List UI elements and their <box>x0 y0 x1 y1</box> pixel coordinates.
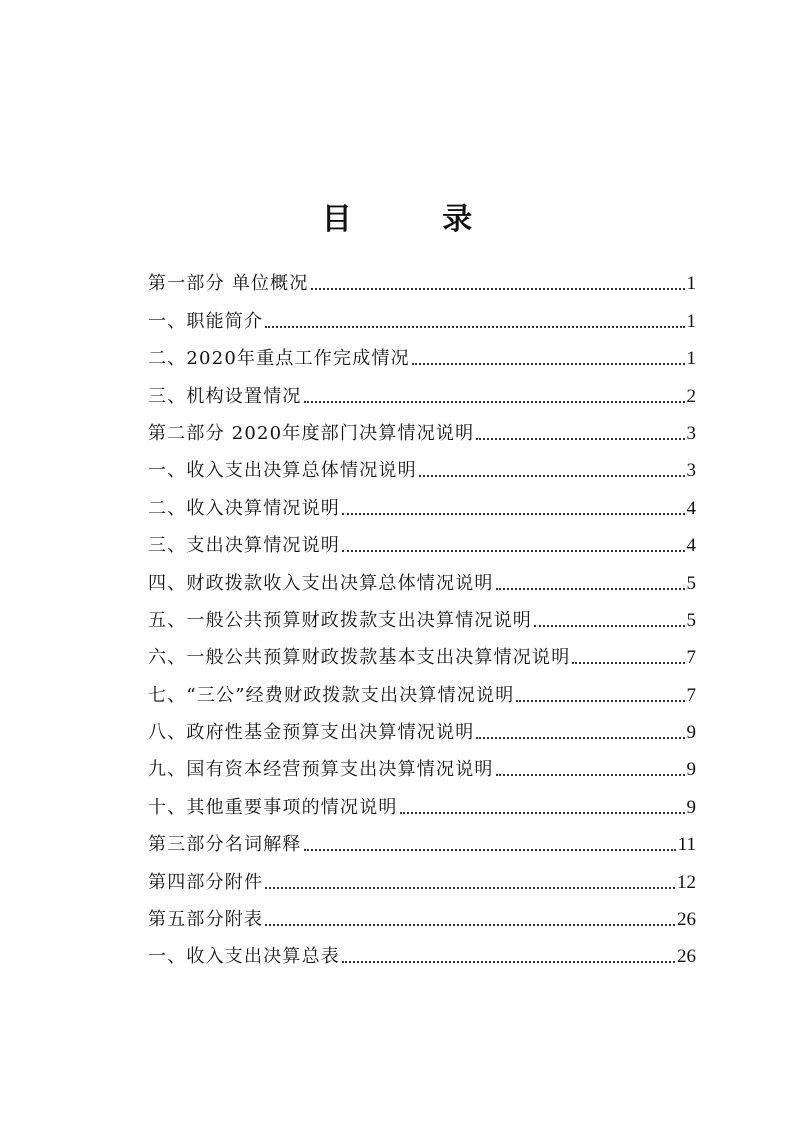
toc-entry[interactable] <box>148 301 696 338</box>
toc-entry-label: 第一部分 单位概况 <box>148 273 309 295</box>
toc-entry-label: 八、政府性基金预算支出决算情况说明 <box>148 722 475 744</box>
toc-leader <box>265 326 684 328</box>
toc-entry-page: 1 <box>686 348 696 370</box>
toc-entry-page: 11 <box>677 834 696 856</box>
toc-entry-label: 二、2020年重点工作完成情况 <box>148 348 410 370</box>
toc-entry-label: 第三部分名词解释 <box>148 834 302 856</box>
toc-leader <box>419 475 685 477</box>
toc-entry-page: 9 <box>686 796 696 818</box>
toc-entry-label: 第二部分 2020年度部门决算情况说明 <box>148 422 475 444</box>
toc-entry-page: 12 <box>677 871 696 893</box>
toc-leader <box>476 438 684 440</box>
toc-entry-page: 1 <box>686 310 696 332</box>
toc-entry-page: 1 <box>686 273 696 295</box>
toc-entry-label: 三、机构设置情况 <box>148 385 302 407</box>
toc-leader <box>265 887 675 889</box>
toc-leader <box>572 662 684 664</box>
toc-leader <box>342 961 675 963</box>
toc-entry[interactable] <box>148 713 696 750</box>
toc-entry[interactable] <box>148 414 696 451</box>
toc-entry[interactable] <box>148 638 696 675</box>
toc-leader <box>412 363 685 365</box>
toc-leader <box>476 737 684 739</box>
toc-entry-label: 一、收入支出决算总体情况说明 <box>148 460 417 482</box>
toc-leader <box>534 625 685 627</box>
toc-entry-label: 四、财政拨款收入支出决算总体情况说明 <box>148 572 494 594</box>
toc-entry-page: 26 <box>677 909 696 931</box>
toc-entry-page: 5 <box>686 572 696 594</box>
toc-entry[interactable] <box>148 787 696 824</box>
toc-entry-page: 7 <box>686 647 696 669</box>
toc-entry-page: 7 <box>686 684 696 706</box>
toc-entry-page: 9 <box>686 722 696 744</box>
toc-leader <box>342 513 685 515</box>
toc-leader <box>265 924 675 926</box>
toc-entry-label: 五、一般公共预算财政拨款支出决算情况说明 <box>148 609 532 631</box>
toc-entry[interactable] <box>148 376 696 413</box>
toc-leader <box>516 700 684 702</box>
toc-entry[interactable] <box>148 563 696 600</box>
toc-entry[interactable] <box>148 488 696 525</box>
toc-leader <box>342 550 685 552</box>
toc-entry-label: 二、收入决算情况说明 <box>148 497 340 519</box>
toc-entry-page: 26 <box>677 946 696 968</box>
toc-entry[interactable] <box>148 526 696 563</box>
toc-entry[interactable] <box>148 601 696 638</box>
toc-entry-label: 三、支出决算情况说明 <box>148 535 340 557</box>
toc-entry-label: 一、职能简介 <box>148 310 264 332</box>
toc-entry-page: 3 <box>686 422 696 444</box>
toc-entry[interactable] <box>148 451 696 488</box>
toc-entry-label: 第五部分附表 <box>148 909 264 931</box>
toc-entry-label: 第四部分附件 <box>148 871 264 893</box>
toc-entry-label: 九、国有资本经营预算支出决算情况说明 <box>148 759 494 781</box>
toc-entry[interactable] <box>148 937 696 974</box>
toc-entry-page: 9 <box>686 759 696 781</box>
toc-leader <box>400 812 685 814</box>
toc-entry[interactable] <box>148 825 696 862</box>
toc-entry-label: 六、一般公共预算财政拨款基本支出决算情况说明 <box>148 647 571 669</box>
toc-entry-page: 4 <box>686 535 696 557</box>
toc-entry[interactable] <box>148 339 696 376</box>
toc-leader <box>311 288 685 290</box>
toc-entry-page: 3 <box>686 460 696 482</box>
toc-leader <box>496 774 685 776</box>
toc-entry-label: 一、收入支出决算总表 <box>148 946 340 968</box>
toc-leader <box>304 401 685 403</box>
toc-entry-page: 4 <box>686 497 696 519</box>
toc-entry-label: 十、其他重要事项的情况说明 <box>148 796 398 818</box>
page-title: 目 录 <box>321 202 513 238</box>
table-of-contents <box>148 264 696 974</box>
toc-leader <box>304 849 676 851</box>
toc-entry[interactable] <box>148 862 696 899</box>
toc-leader <box>496 588 685 590</box>
toc-entry-label: 七、“三公”经费财政拨款支出决算情况说明 <box>148 684 515 706</box>
toc-entry[interactable] <box>148 750 696 787</box>
toc-entry[interactable] <box>148 675 696 712</box>
toc-entry[interactable] <box>148 264 696 301</box>
toc-entry[interactable] <box>148 900 696 937</box>
toc-entry-page: 2 <box>686 385 696 407</box>
toc-entry-page: 5 <box>686 609 696 631</box>
